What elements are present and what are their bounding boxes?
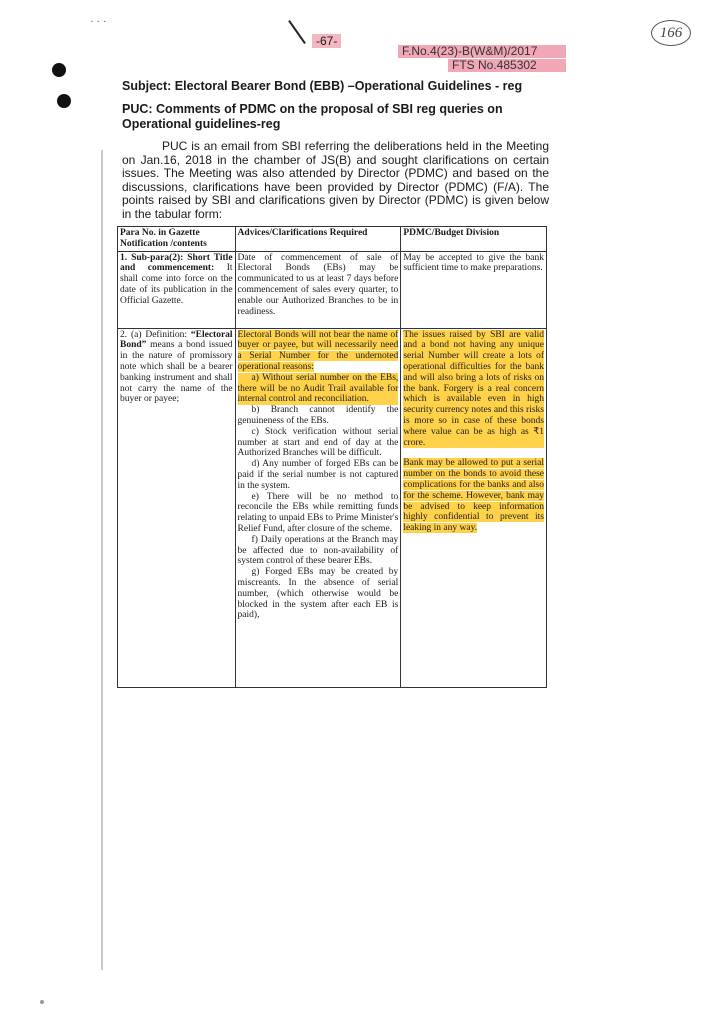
- row1-para-text: It shall come into force on the date of its publication in the Official Gazette.: [120, 263, 233, 306]
- pdmc-comment-2: Bank may be allowed to put a serial number on the bonds to avoid these complications for the banks and also for the scheme. However, bank may be advised to keep information highly confidential to prevent its leaking in any way.: [403, 458, 544, 534]
- table-header-row: [118, 227, 547, 252]
- row2-advice: [235, 328, 401, 687]
- margin-scribble: · · ·: [90, 16, 107, 28]
- subject-line: Subject: Electoral Bearer Bond (EBB) –Operational Guidelines - reg: [122, 79, 523, 93]
- intro-paragraph: PUC is an email from SBI referring the deliberations held in the Meeting on Jan.16, 2018 in the chamber of JS(B) and sought clarifications on certain issues. The Meeting was also attended by Director (PDMC) and based on the discussions, clarifications have been provided by Director (PDMC) (F/A). The points raised by SBI and clarifications given by Director (PDMC) is given below in the tabular form:: [122, 139, 549, 221]
- row2-para: [118, 328, 236, 687]
- clarifications-table: [117, 226, 547, 688]
- file-number-stamp: [398, 45, 566, 73]
- pdmc-comment-1: The issues raised by SBI are valid and a bond not having any unique serial Number will create a lots of operational difficulties for the bank and will also bring a lots of risks on the bank. Forgery is a real concern which is available even in high security currency notes and this risks is more so in case of these bonds where value can be as high as ₹1 crore.: [403, 329, 544, 448]
- row1-para-title: 1. Sub-para(2): Short Title and commencement:: [120, 252, 233, 274]
- page-edge-line: [101, 150, 103, 970]
- advice-item-f: f) Daily operations at the Branch may be affected due to non-availability of system control of these bearer EBs.: [237, 534, 399, 567]
- punch-hole: [52, 63, 66, 77]
- advice-item-e: e) There will be no method to reconcile the EBs while remitting funds relating to unpaid EBs to Prime Minister's Relief Fund, after closure of the scheme.: [237, 491, 399, 534]
- advice-intro: Electoral Bonds will not bear the name of buyer or payee, but will necessarily need a Serial Number for the undernoted operational reasons:: [237, 329, 399, 372]
- row2-para-lead: 2. (a) Definition:: [120, 329, 188, 340]
- tick-mark: [288, 20, 306, 44]
- advice-item-c: c) Stock verification without serial number at start and end of day at the Authorized Branches will be difficult.: [237, 426, 399, 459]
- punch-hole: [57, 94, 71, 108]
- scan-speck: [40, 1000, 44, 1004]
- file-number: F.No.4(23)-B(W&M)/2017: [398, 45, 566, 58]
- advice-item-g: g) Forged EBs may be created by miscreants. In the absence of serial number, (which otherwise would be blocked in the system after each EB is paid),: [237, 567, 399, 621]
- row2-pdmc: [401, 328, 547, 687]
- folio-number: 166: [651, 20, 691, 46]
- row2-para-title: “Electoral Bond”: [120, 329, 233, 351]
- header-para: Para No. in Gazette Notification /contents: [118, 227, 236, 252]
- header-pdmc: PDMC/Budget Division: [401, 227, 547, 252]
- header-advice: Advices/Clarifications Required: [235, 227, 401, 252]
- table-row: [118, 251, 547, 328]
- advice-item-a: a) Without serial number on the EBs, there will be no Audit Trail available for internal control and reconciliation.: [237, 372, 399, 405]
- advice-item-b: b) Branch cannot identify the genuineness of the EBs.: [237, 405, 399, 426]
- row2-para-text: means a bond issued in the nature of promissory note which shall be a bearer banking instrument and shall not carry the name of the buyer or payee;: [120, 340, 233, 405]
- advice-item-d: d) Any number of forged EBs can be paid if the serial number is not captured in the system.: [237, 459, 399, 491]
- fts-number: FTS No.485302: [448, 59, 566, 72]
- puc-line: PUC: Comments of PDMC on the proposal of SBI reg queries on Operational guidelines-reg: [122, 102, 503, 131]
- table-row: [118, 328, 547, 687]
- row1-pdmc: May be accepted to give the bank sufficient time to make preparations.: [401, 251, 547, 328]
- row1-para: [118, 251, 236, 328]
- row1-advice: Date of commencement of sale of Electoral Bonds (EBs) may be communicated to us at least 7 days before commencement of sales every quarter, to enable our Authorized Branches to be in readiness.: [235, 251, 401, 328]
- page-number: -67-: [312, 34, 341, 48]
